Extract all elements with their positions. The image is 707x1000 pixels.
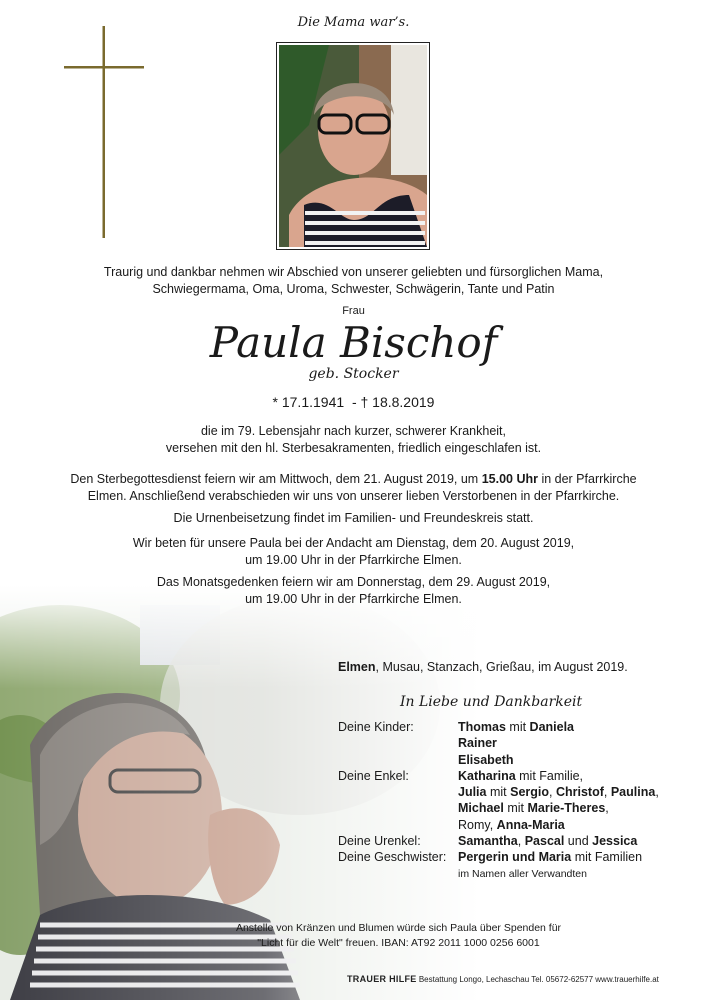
birth-date: 17.1.1941 — [281, 394, 345, 410]
family-row: Deine Enkel: Katharina mit Familie, — [338, 768, 584, 783]
urn-burial: Die Urnenbeisetzung findet im Familien- und Freundeskreis statt. — [173, 511, 534, 525]
family-row: Romy, Anna-Maria — [458, 817, 565, 832]
motto: Die Mama war’s. — [297, 15, 410, 30]
family-row: Deine Kinder: Thomas mit Daniela — [338, 720, 575, 734]
family-row: Deine Urenkel: Samantha, Pascal und Jessica — [338, 834, 638, 849]
family-row: Rainer — [458, 736, 497, 751]
memorial-line-2: um 19.00 Uhr in der Pfarrkirche Elmen. — [245, 592, 462, 606]
family-list — [338, 719, 688, 882]
family-row: im Namen aller Verwandten — [458, 867, 587, 880]
undertaker-logo: TRAUER HILFE — [347, 974, 417, 984]
service-line-1: Den Sterbegottesdienst feiern wir am Mittwoch, dem 21. August 2019, um 15.00 Uhr in der Pfarrkirche — [70, 472, 637, 486]
family-row: Julia mit Sergio, Christof, Paulina, — [458, 785, 659, 800]
life-dates — [0, 394, 707, 410]
closing-phrase: In Liebe und Dankbarkeit — [400, 694, 583, 710]
passing-line-2: versehen mit den hl. Sterbesakramenten, friedlich eingeschlafen ist. — [165, 441, 542, 455]
prayer-line-2: um 19.00 Uhr in der Pfarrkirche Elmen. — [245, 553, 462, 567]
intro-line-1: Traurig und dankbar nehmen wir Abschied von unserer geliebten und fürsorglichen Mama, — [103, 265, 604, 279]
birth-mark: * — [272, 394, 278, 410]
deceased-name: Paula Bischof — [209, 318, 498, 367]
service-line-2: Elmen. Anschließend verabschieden wir uns von unserer lieben Verstorbenen in der Pfarrkirche. — [87, 489, 620, 503]
cross-icon — [64, 26, 144, 238]
prayer-line-1: Wir beten für unsere Paula bei der Andacht am Dienstag, dem 20. August 2019, — [132, 536, 575, 550]
death-mark: - † — [351, 394, 369, 410]
portrait-photo — [276, 42, 430, 250]
memorial-line-1: Das Monatsgedenken feiern wir am Donnerstag, dem 29. August 2019, — [156, 575, 551, 589]
death-date: 18.8.2019 — [372, 394, 435, 410]
family-row: Elisabeth — [458, 752, 514, 767]
place-date: Elmen, Musau, Stanzach, Grießau, im August 2019. — [338, 660, 628, 674]
donation-note: Anstelle von Kränzen und Blumen würde sich Paula über Spenden für "Licht für die Welt" freuen. IBAN: AT92 2011 1000 0256 6001 — [235, 922, 562, 949]
service-time: 15.00 Uhr — [481, 472, 538, 486]
family-row: Deine Geschwister: Pergerin und Maria mit Familien — [338, 850, 643, 865]
intro-line-2: Schwiegermama, Oma, Uroma, Schwester, Schwägerin, Tante und Patin — [152, 282, 555, 296]
undertaker-info: TRAUER HILFE Bestattung Longo, Lechaschau Tel. 05672-62577 www.trauerhilfe.at — [347, 974, 659, 984]
title-frau: Frau — [342, 305, 365, 317]
family-row: Michael mit Marie-Theres, — [458, 801, 609, 816]
maiden-name: geb. Stocker — [308, 366, 399, 382]
passing-line-1: die im 79. Lebensjahr nach kurzer, schwerer Krankheit, — [200, 424, 507, 438]
